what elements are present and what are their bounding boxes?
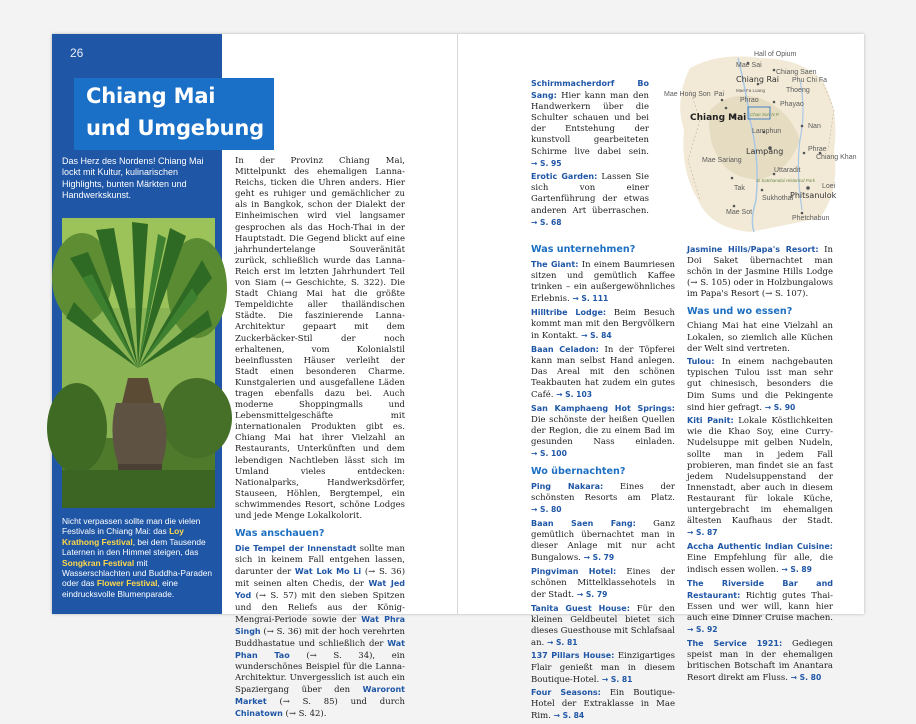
body-text: (→ S. 57) mit den sieben Spitzen und den Reliefs aus der König-Mengrai-Periode sowie der xyxy=(235,591,405,625)
keyword: The Service 1921: xyxy=(687,638,783,648)
body-text: In der Töpferei kann man selbst Hand anlegen. Das Areal mit den schönen Teakbauten hat zudem ein gutes Café. xyxy=(531,344,675,401)
keyword: Accha Authentic Indian Cuisine: xyxy=(687,541,833,551)
keyword: Erotic Garden: xyxy=(531,172,598,182)
palm-tree-photo xyxy=(62,218,215,508)
body-text: Beim Besuch kommt man mit den Bergvölkern in Kontakt. xyxy=(531,307,675,342)
body-text: Eine Empfehlung für alle, die indisch essen wollen. xyxy=(687,552,833,575)
caption-text: , eine eindrucksvolle Blumenparade. xyxy=(62,578,178,599)
keyword: Wat Phan Tao xyxy=(235,638,405,660)
body-text: sollte man sich in keinem Fall entgehen lassen, darunter der xyxy=(235,544,405,578)
essen-item xyxy=(687,356,833,413)
page-reference: → S. 87 xyxy=(687,528,718,538)
map-label-phetchabun: Phetchabun xyxy=(792,215,830,222)
map-label-si-satchanalai: Si Satchanalai Historical Park xyxy=(756,178,816,183)
page-gutter xyxy=(457,34,458,614)
tempel-paragraph xyxy=(235,543,405,720)
map-label-chiang-saen: Chiang Saen xyxy=(776,69,817,76)
page-reference: → S. 68 xyxy=(531,217,562,227)
body-text: Hier kann man den Handwerkern über die Schulter schauen und bei der Entstehung der kunstvoll gearbeiteten Schirme live dabei sein. xyxy=(531,91,649,157)
map-label-tak: Tak xyxy=(734,185,745,192)
caption-text: , bei dem Tausende Laternen in den Himmel steigen, das xyxy=(62,536,206,558)
body-text: Eines der schönen Mittelklassehotels in der Stadt. xyxy=(531,566,675,600)
page-reference: → S. 90 xyxy=(764,402,796,412)
caption-text: Nicht verpassen sollte man die vielen Festivals in Chiang Mai: das xyxy=(62,516,201,537)
map-label-chiang-rai: Chiang Rai xyxy=(736,75,779,84)
page-reference: → S. 89 xyxy=(781,564,812,574)
map-label-loei: Loei xyxy=(822,183,836,190)
map-label-hall-of-opium: Hall of Opium xyxy=(754,51,797,58)
body-text: (→ S. 85) und durch xyxy=(266,697,405,708)
map-label-chiang-mai: Chiang Mai xyxy=(690,113,747,123)
body-text: (→ S. 36) mit der hoch verehrten Buddhastatue und schließlich der xyxy=(235,626,405,649)
chapter-title-line2: und Umgebung xyxy=(86,116,265,140)
uebernachten-item xyxy=(531,481,675,516)
map-label-lamphun: Lamphun xyxy=(752,128,782,135)
body-text: (→ S. 42). xyxy=(282,709,327,720)
keyword: 137 Pillars House: xyxy=(531,651,615,661)
unternehmen-item xyxy=(531,344,675,401)
body-text: In einem Baumriesen sitzen und gemütlich Kaffee trinken – ein außergewöhnliches Erlebnis. xyxy=(531,260,676,305)
body-text: Lokale Köstlichkeiten wie die Khao Soy, eine Curry-Nudelsuppe mit gelben Nudeln, sollte man in jedem Fall probieren, man findet sie an fast jedem Nudelsuppenstand der Innenstadt, aber auch in diesem Restaurant für lokale Küche, untergebracht im ehemaligen ältesten Kaufhaus der Stadt. xyxy=(687,416,833,527)
body-text: Eines der schönsten Resorts am Platz. xyxy=(531,482,675,504)
body-text: Lassen Sie sich von einer Gartenführung der etwas anderen Art überraschen. xyxy=(531,172,649,216)
page-reference: → S. 81 xyxy=(546,637,578,647)
map-label-uttaradit: Uttaradit xyxy=(774,167,801,174)
map-label-sukhothai: Sukhothai xyxy=(762,195,794,202)
uebernachten-item xyxy=(531,603,675,649)
heading-uebernachten: Wo übernachten? xyxy=(531,466,626,478)
body-text: Ein Boutique-Hotel der Extraklasse in Mae Rim. xyxy=(531,688,675,722)
caption-highlight: Loy Krathong Festival xyxy=(62,526,184,547)
uebernachten-item xyxy=(531,687,675,722)
essen-item xyxy=(687,415,833,539)
map-label-phayao: Phayao xyxy=(780,101,804,108)
page-number: 26 xyxy=(70,46,84,60)
map-label-mae-hong-son: Mae Hong Son xyxy=(664,91,711,98)
keyword: The Riverside Bar and Restaurant: xyxy=(687,578,833,600)
heading-unternehmen: Was unternehmen? xyxy=(531,244,636,255)
body-text: Ganz gemütlich übernachtet man in dieser Anlage mit nur acht Bungalows. xyxy=(531,518,675,564)
page-reference: → S. 80 xyxy=(790,672,822,682)
keyword: Jasmine Hills/Papa's Resort: xyxy=(687,245,819,254)
uebernachten-item xyxy=(531,518,675,564)
intro-paragraph: In der Provinz Chiang Mai, Mittelpunkt des ehemaligen Lanna-Reichs, ticken die Uhren anders. Hier geht es ruhiger und gemächlicher zu als in Bangkok, schon der Dialekt der Einheimischen wird viel langsamer gesprochen als das Hoch-Thai in der Hauptstadt. Die Gegend blickt auf eine jahrhundertelange Souveränität zurück, schließlich wurde das Lanna-Reich erst im letzten Jahrhundert Teil von Siam (→ Geschichte, S. 322). Die Stadt Chiang Mai hat die größte Tempeldichte aller thailändischen Städte. Die faszinierende Lanna-Architektur gepaart mit dem Zuckerbäcker-Stil der noch erhaltenen, vom Kolonialstil beeinflussten Häuser verleiht der Stadt einen besonderen Charme. Kunstgalerien und ausgefallene Läden tragen ebenfalls dazu bei. Auch moderne Shoppingmalls und Lebensmittelgeschäfte mit internationalen Produkten gibt es. Chiang Mai hat ihrer Vielzahl an Restaurants, Unterkünften und dem lebendigen Nachtleben lässt sich im Umland vieles entdecken: Nationalparks, Handwerksdörfer, Stauseen, Höhlen, Bergtempel, ein schwimmendes Resort, schöne Lodges und jede Menge Lokalkolorit. xyxy=(235,156,405,521)
map-label-phrao: Phrao xyxy=(740,97,759,104)
map-label-thoeng: Thoeng xyxy=(786,87,810,94)
region-map xyxy=(650,50,857,234)
map-label-phitsanulok: Phitsanulok xyxy=(790,191,837,200)
page-reference: → S. 84 xyxy=(553,711,585,721)
keyword: Tanita Guest House: xyxy=(531,603,630,613)
keyword: Tulou: xyxy=(687,357,715,367)
body-text: Für den kleinen Geldbeutel bietet sich dieses Guesthouse mit Schlafsaal an. xyxy=(531,603,675,648)
map-label-mae-fa-luang: Mae Fa Luang xyxy=(736,88,766,93)
column-2 xyxy=(531,78,649,230)
keyword: Baan Saen Fang: xyxy=(531,518,636,528)
heading-anschauen: Was anschauen? xyxy=(235,528,325,540)
essen-item xyxy=(687,541,833,576)
caption-highlight: Songkran Festival xyxy=(62,557,135,568)
body-text: Richtig gutes Thai-Essen und wer will, kann hier auch eine Dinner Cruise machen. xyxy=(687,590,833,623)
palm-photo-image xyxy=(62,218,215,508)
map-label-mae-sai: Mae Sai xyxy=(736,62,762,69)
erotic-garden-paragraph xyxy=(531,171,649,228)
body-text: (→ S. 34), ein wunderschönes Beispiel für die Lanna-Architektur. Unvergesslich ist auch ein Spaziergang über den xyxy=(235,650,405,696)
body-text: (→ S. 36) mit seinen alten Chedis, der xyxy=(235,567,406,590)
page-reference: → S. 103 xyxy=(556,390,593,400)
keyword: Kiti Panit: xyxy=(687,416,734,426)
map-label-pai: Pai xyxy=(714,91,725,98)
lead-text: Das Herz des Nordens! Chiang Mai lockt mit Kultur, kulinarischen Highlights, bunten Märkten und Handwerkskunst. xyxy=(62,156,204,201)
map-label-nan: Nan xyxy=(808,123,821,130)
keyword: Schirmmacherdorf Bo Sang: xyxy=(531,79,649,101)
body-text: In einem nachgebauten typischen Tulou isst man sehr gut chinesisch, besonders die Dim Sums und die Pekingente sind hier gefragt. xyxy=(687,357,833,413)
map-label-mae-sot: Mae Sot xyxy=(726,209,753,216)
essen-item xyxy=(687,578,833,636)
page-reference: → S. 92 xyxy=(687,624,718,634)
keyword: Pingviman Hotel: xyxy=(531,566,617,576)
map-graphic xyxy=(650,50,857,234)
keyword: Waroront Market xyxy=(235,685,405,707)
page-reference: → S. 80 xyxy=(531,505,562,515)
map-label-chae-son: Chae Son N.P. xyxy=(750,112,780,117)
page-reference: → S. 84 xyxy=(581,331,612,341)
caption-highlight: Flower Festival xyxy=(96,578,158,589)
essen-item xyxy=(687,638,833,684)
body-text: Einzigartiges Flair genießt man in diesem Boutique-Hotel. xyxy=(531,651,675,685)
uebernachten-item xyxy=(531,566,675,601)
unternehmen-item xyxy=(531,307,675,342)
page-reference: → S. 100 xyxy=(531,449,567,458)
column-3 xyxy=(531,244,675,724)
column-1 xyxy=(235,156,405,722)
body-text: Die schönste der heißen Quellen der Region, die zu einem Bad im gesunden Nass einladen. xyxy=(531,414,675,447)
uebernachten-item xyxy=(531,650,675,685)
page-reference: → S. 95 xyxy=(531,158,562,168)
chapter-title-line1: Chiang Mai xyxy=(86,84,216,108)
unternehmen-item xyxy=(531,259,675,305)
bo-sang-paragraph xyxy=(531,78,649,170)
keyword: Ping Nakara: xyxy=(531,482,604,492)
caption-text: mit Wasserschlachten und Buddha-Paraden oder das xyxy=(62,557,213,589)
body-text: Gediegen speist man in der ehemaligen britischen Botschaft im Anantara Resort direkt am Fluss. xyxy=(687,638,833,683)
keyword: Four Seasons: xyxy=(531,688,601,698)
unternehmen-item xyxy=(531,403,675,460)
page-reference: → S. 111 xyxy=(572,294,609,304)
keyword: Baan Celadon: xyxy=(531,344,599,354)
page-reference: → S. 79 xyxy=(583,553,615,563)
heading-essen: Was und wo essen? xyxy=(687,306,793,318)
essen-intro: Chiang Mai hat eine Vielzahl an Lokalen, so ziemlich alle Küchen der Welt sind vertreten. xyxy=(687,321,833,354)
map-label-phu-chi-fa: Phu Chi Fa xyxy=(792,77,828,84)
map-label-phrae: Phrae xyxy=(808,146,827,153)
keyword: The Giant: xyxy=(531,260,579,269)
map-label-lampang: Lampang xyxy=(746,147,784,156)
festival-caption xyxy=(62,516,216,599)
page-reference: → S. 81 xyxy=(601,674,633,684)
keyword: Chinatown xyxy=(235,709,283,719)
keyword: Wat Lok Mo Li xyxy=(294,567,362,577)
map-label-chiang-khan: Chiang Khan xyxy=(816,154,857,161)
column-4 xyxy=(687,244,833,685)
keyword: San Kamphaeng Hot Springs: xyxy=(531,403,675,413)
keyword: Wat Jed Yod xyxy=(235,579,405,601)
keyword: Wat Phra Singh xyxy=(235,614,405,636)
page-reference: → S. 79 xyxy=(576,589,608,599)
map-label-mae-sariang: Mae Sariang xyxy=(702,157,742,164)
keyword: Hilltribe Lodge: xyxy=(531,307,607,317)
jasmine-paragraph xyxy=(687,244,833,300)
keyword: Die Tempel der Innenstadt xyxy=(235,544,357,554)
body-text: In Doi Saket übernachtet man schön in der Jasmine Hills Lodge (→ S. 105) oder in Holzbungalows im Papa's Resort (→ S. 107). xyxy=(687,245,833,300)
